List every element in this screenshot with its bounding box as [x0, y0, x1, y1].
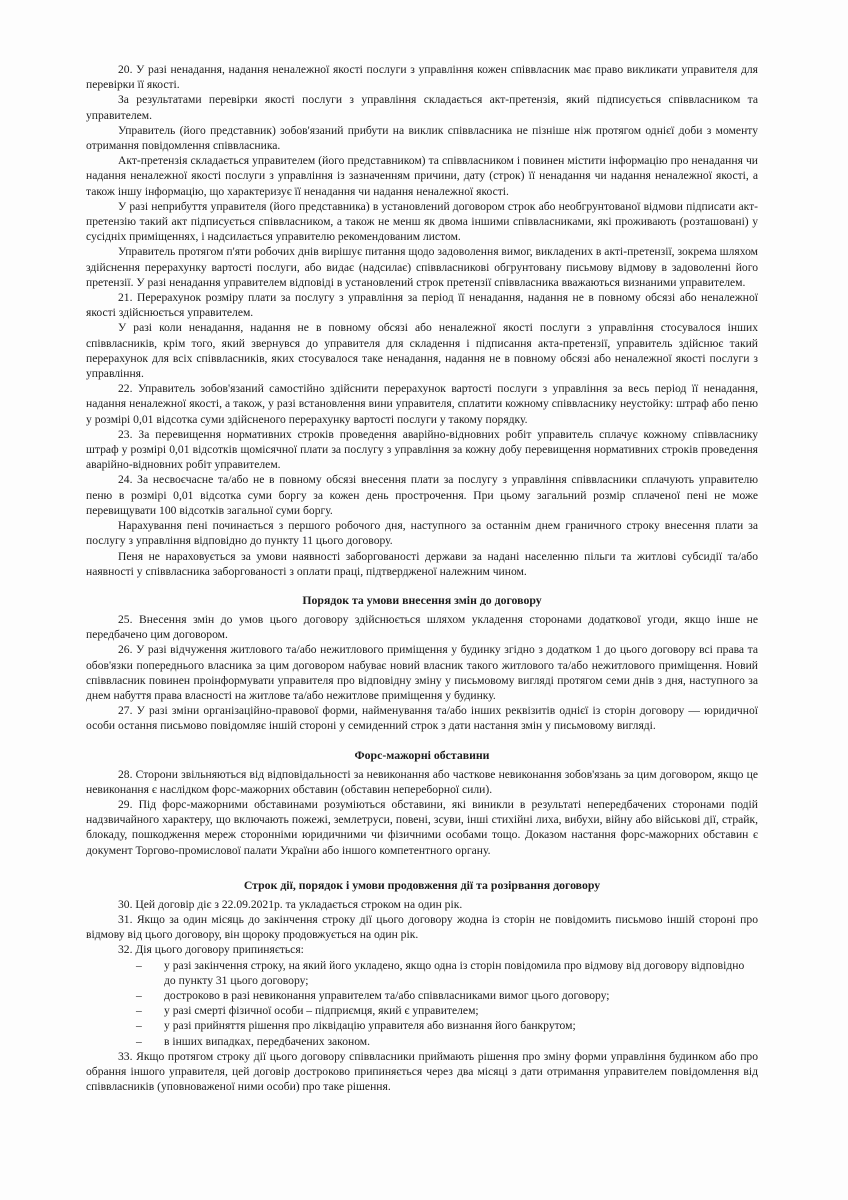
- section-heading: Порядок та умови внесення змін до договору: [302, 592, 542, 607]
- section-heading: Форс-мажорні обставини: [354, 747, 490, 762]
- liability-clauses: [86, 62, 758, 579]
- clause-24: 24. За несвоєчасне та/або не в повному обсязі внесення плати за послугу з управління співвласники сплачують управителю пеню в розмірі 0,01 відсотка суми боргу за кожен день прострочення. При цьому загальний розмір сплаченої пені не може перевищувати 100 відсотків загальної суми боргу.: [86, 473, 758, 517]
- paragraph: Нарахування пені починається з першого робочого дня, наступного за останнім днем граничного строку внесення плати за послугу з управління відповідно до пункту 11 цього договору.: [86, 519, 758, 548]
- paragraph: У разі коли ненадання, надання не в повному обсязі або неналежної якості послуги з управління стосувалося інших співвласників, крім того, який звернувся до управителя для складення і підписання акта-претензії, управитель здійснює такий перерахунок для всіх співвласників, яких стосувалося таке ненадання, надання не в повному обсязі або неналежної якості послуги з управління.: [86, 321, 758, 381]
- clause-31: 31. Якщо за один місяць до закінчення строку дії цього договору жодна із сторін не повідомить письмово іншій стороні про відмову від цього договору, він щороку продовжується на один рік.: [86, 912, 758, 942]
- section-changes: [86, 593, 758, 734]
- paragraph: Управитель (його представник) зобов'язаний прибути на виклик співвласника не пізніше ніж протягом однієї доби з моменту отримання повідомлення співвласника.: [86, 123, 758, 153]
- list-item: – в інших випадках, передбачених законом.: [136, 1034, 758, 1049]
- list-item: – у разі прийняття рішення про ліквідацію управителя або визнання його банкрутом;: [136, 1018, 758, 1033]
- clause-25: 25. Внесення змін до умов цього договору здійснюється шляхом укладення сторонами додаткової угоди, якщо інше не передбачено цим договором.: [86, 612, 758, 642]
- clause-33: 33. Якщо протягом строку дії цього договору співвласники приймають рішення про зміну форми управління будинком або про обрання іншого управителя, цей договір достроково припиняється через два місяці з дати отримання управителем повідомлення від співвласників (уповноваженої ними особи) про таке рішення.: [86, 1049, 758, 1094]
- clause-32: 32. Дія цього договору припиняється:: [118, 943, 304, 957]
- section-force-majeure: [86, 748, 758, 858]
- clause-22: 22. Управитель зобов'язаний самостійно здійснити перерахунок вартості послуги з управління за весь період її ненадання, надання неналежної якості, а також, у разі встановлення вини управителя, сплатити кожному співвласнику неустойку: штраф або пеню у розмірі 0,01 відсотка суми здійсненого перерахунку вартості послуги у такому порядку.: [86, 382, 758, 426]
- clause-28: 28. Сторони звільняються від відповідальності за невиконання або часткове невиконання зобов'язань за цим договором, якщо це невиконання є наслідком форс-мажорних обставин (обставин непереборної сили).: [86, 767, 758, 796]
- clause-26: 26. У разі відчуження житлового та/або нежитлового приміщення у будинку згідно з додатком 1 до цього договору всі права та обов'язки попереднього власника за цим договором набуває новий власник такого житлового та/або нежитлового приміщення. Новий співвласник повинен проінформувати управителя про відповідну зміну у письмовому вигляді протягом семи днів з дня, наступного за днем набуття права власності на житлове та/або нежитлове приміщення у будинку.: [86, 643, 758, 702]
- clause-23: 23. За перевищення нормативних строків проведення аварійно-відновних робіт управитель сплачує кожному співвласнику штраф у розмірі 0,01 відсотків щомісячної плати за послугу з управління за кожну добу перевищення нормативних строків проведення аварійно-відновних робіт управителем.: [86, 427, 758, 472]
- list-item: – у разі смерті фізичної особи – підприємця, який є управителем;: [136, 1003, 758, 1018]
- termination-list: [86, 958, 758, 1049]
- clause-27: 27. У разі зміни організаційно-правової форми, найменування та/або інших реквізитів однієї із сторін договору — юридичної особи остання письмово повідомляє іншій стороні у семиденний строк з дати настання змін у письмовому вигляді.: [86, 704, 758, 733]
- section-heading: Строк дії, порядок і умови продовження дії та розірвання договору: [243, 877, 601, 892]
- section-term: [86, 878, 758, 1095]
- paragraph: За результатами перевірки якості послуги з управління складається акт-претензія, який підписується співвласником та управителем.: [86, 93, 758, 122]
- list-item: – у разі закінчення строку, на який його укладено, якщо одна із сторін повідомила про відмову від договору відповідно до пункту 31 цього договору;: [136, 958, 758, 988]
- clause-20: 20. У разі ненадання, надання неналежної якості послуги з управління кожен співвласник має право викликати управителя для перевірки її якості.: [86, 63, 758, 92]
- clause-21: 21. Перерахунок розміру плати за послугу з управління за період її ненадання, надання не в повному обсязі або неналежної якості здійснюється управителем.: [86, 291, 758, 320]
- paragraph: Пеня не нараховується за умови наявності заборгованості держави за надані населенню пільги та житлові субсидії та/або наявності у співвласника заборгованості з оплати праці, підтвердженої належним чином.: [86, 549, 758, 578]
- clause-29: 29. Під форс-мажорними обставинами розуміються обставини, які виникли в результаті непередбачених сторонами подій надзвичайного характеру, що включають пожежі, землетруси, повені, зсуви, інші стихійні лиха, вибухи, війну або військові дії, страйк, блокаду, пошкодження мереж сторонніми юридичними чи фізичними особами тощо. Доказом настання форс-мажорних обставин є документ Торгово-промислової палати України або іншого компетентного органу.: [86, 797, 758, 857]
- paragraph: У разі неприбуття управителя (його представника) в установлений договором строк або необгрунтованої відмови підписати акт-претензію такий акт підписується співвласником, а також не менш як двома іншими співвласниками, які проживають (розташовані) у сусідніх приміщеннях, і надсилається управителю рекомендованим листом.: [86, 199, 758, 244]
- paragraph: Акт-претензія складається управителем (його представником) та співвласником і повинен містити інформацію про ненадання чи надання неналежної якості послуги з управління із зазначенням причини, дату (строк) її ненадання чи надання неналежної якості, а також іншу інформацію, що характеризує її ненадання чи надання неналежної якості.: [86, 154, 758, 198]
- clause-30: 30. Цей договір діє з 22.09.2021р. та укладається строком на один рік.: [118, 897, 463, 911]
- paragraph: Управитель протягом п'яти робочих днів вирішує питання щодо задоволення вимог, викладених в акті-претензії, зокрема шляхом здійснення перерахунку вартості послуги, або видає (надсилає) співвласникові обгрунтовану письмову відмову в задоволенні його претензії. У разі ненадання управителем відповіді в установлений строк претензії співвласника вважаються визнаними управителем.: [86, 245, 758, 289]
- list-item: – достроково в разі невиконання управителем та/або співвласниками вимог цього договору;: [136, 988, 758, 1003]
